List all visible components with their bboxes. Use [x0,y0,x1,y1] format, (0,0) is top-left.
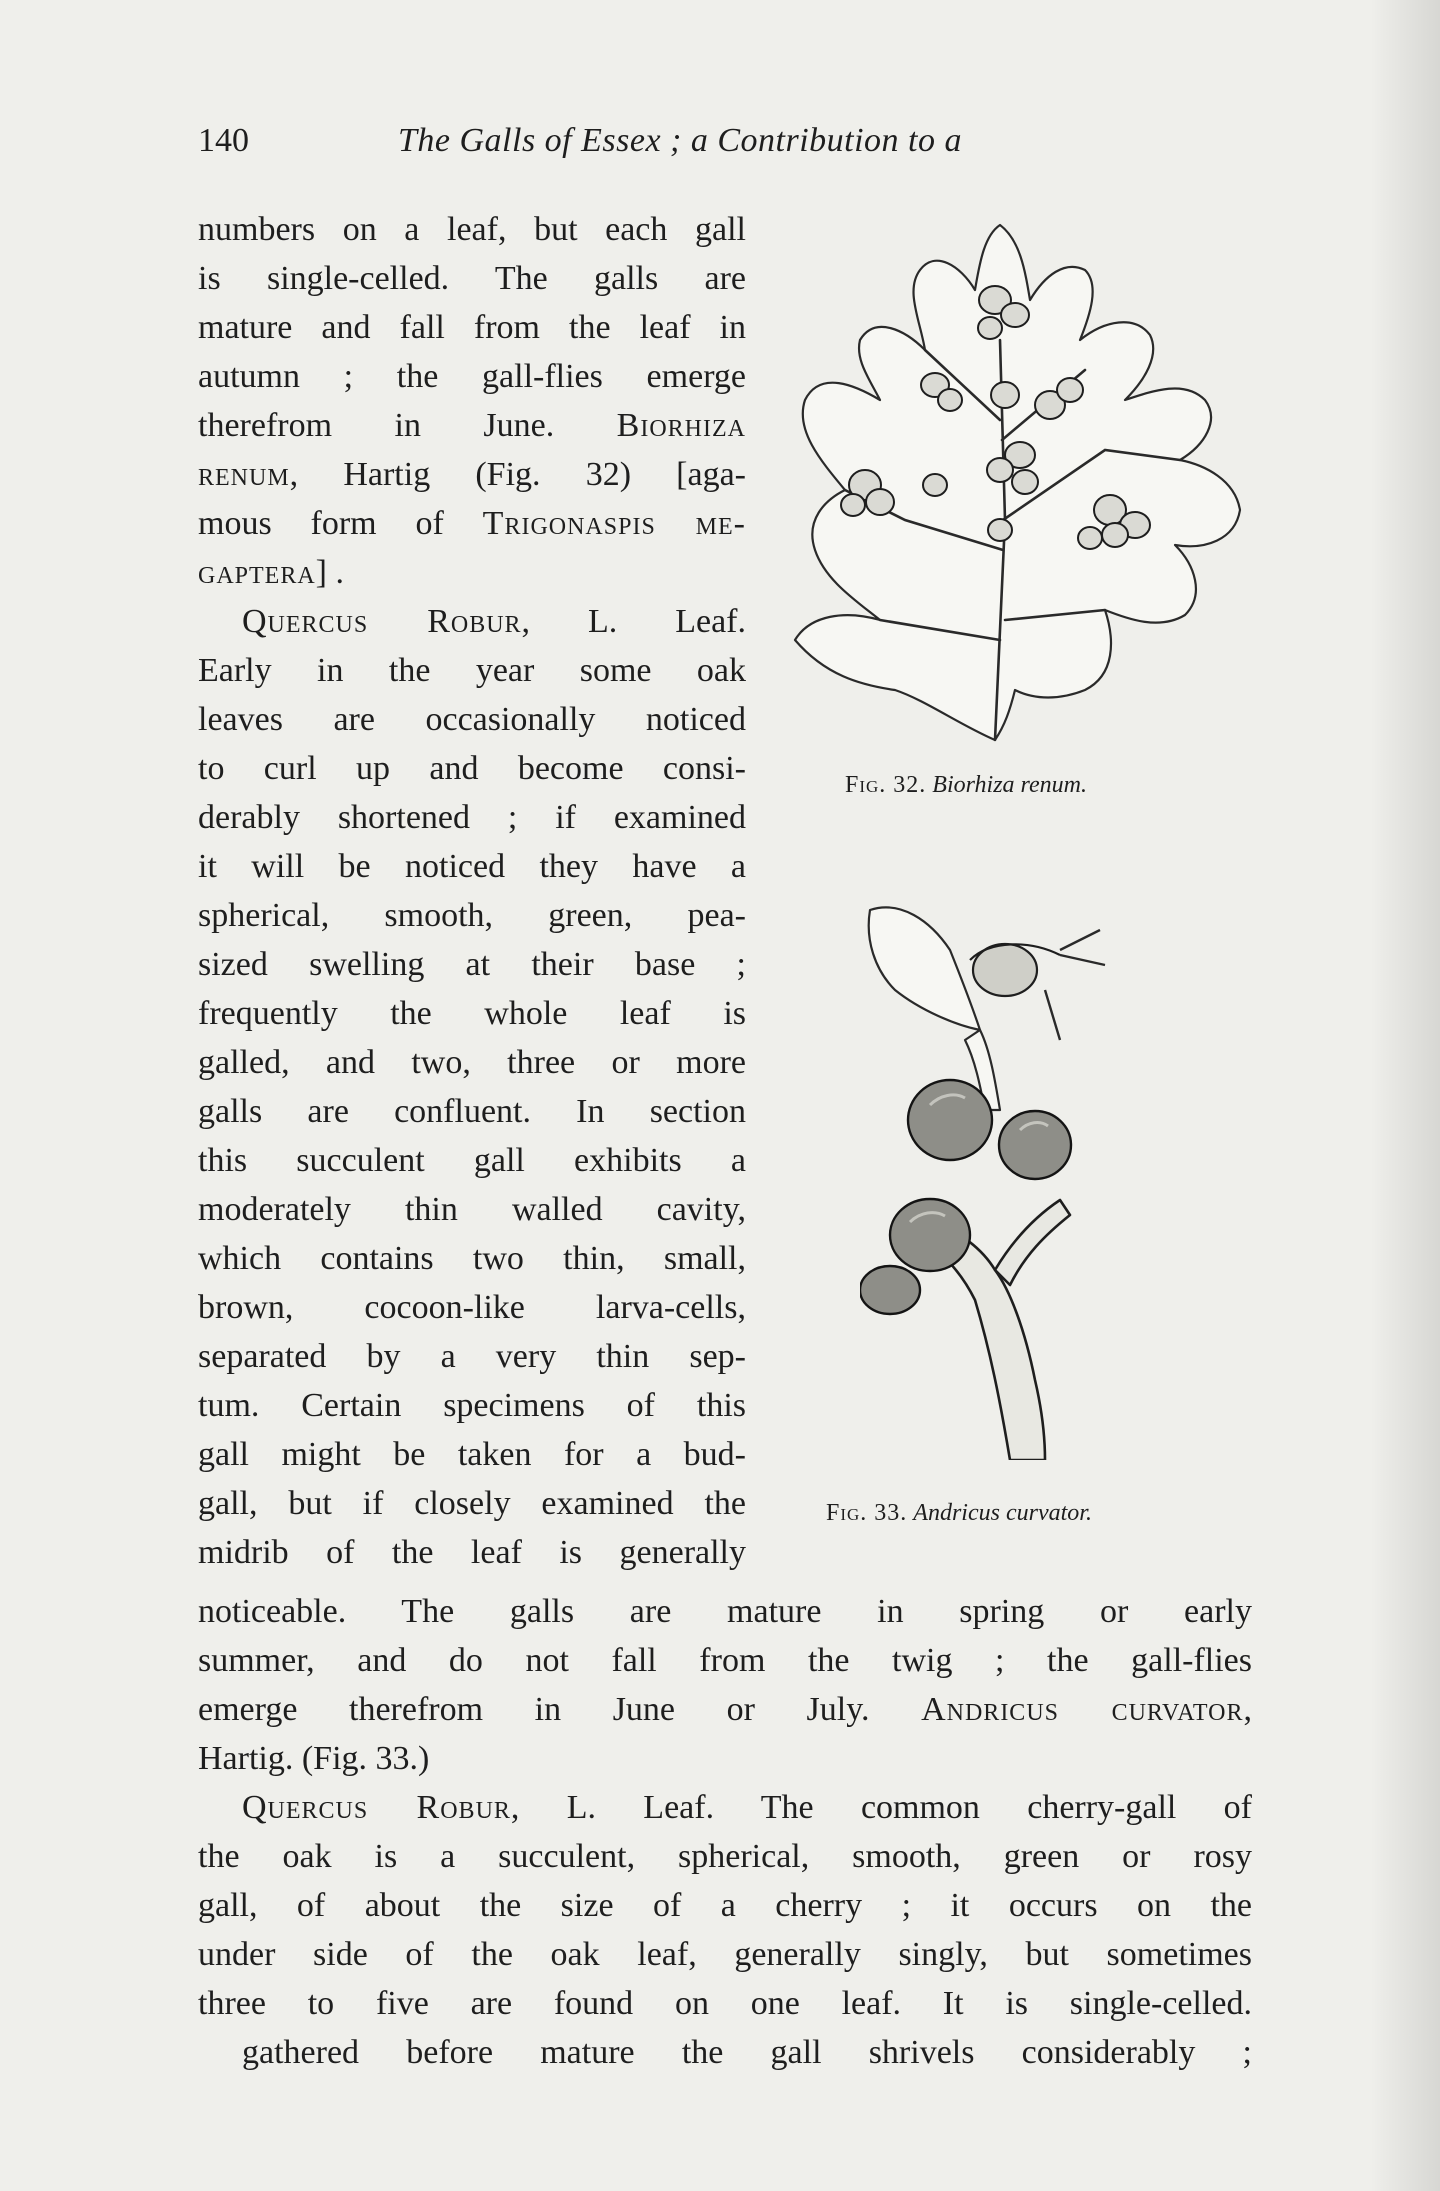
species-name: Trigonaspis me- [482,505,746,542]
body-line: separated by a very thin sep- [198,1338,746,1375]
page-number: 140 [198,122,249,159]
host-name: Quercus Robur [242,603,522,640]
body-line: midrib of the leaf is generally [198,1534,746,1571]
body-line: leaves are occasionally noticed [198,701,746,738]
figure-32-leaf-illustration [785,220,1245,760]
body-line: numbers on a leaf, but each gall [198,211,746,248]
body-line: gall, of about the size of a cherry ; it occurs on the [198,1887,1252,1924]
body-line: autumn ; the gall-flies emerge [198,358,746,395]
body-line: moderately thin walled cavity, [198,1191,746,1228]
body-line: galls are confluent. In section [198,1093,746,1130]
page-edge-shadow [1370,0,1440,2191]
body-line: therefrom in June. Biorhiza [198,407,746,444]
body-line: spherical, smooth, green, pea- [198,897,746,934]
body-line: gaptera] . [198,554,344,591]
body-line: noticeable. The galls are mature in spring or early [198,1593,1252,1630]
body-line: is single-celled. The galls are [198,260,746,297]
figure-species: Andricus curvator. [913,1500,1092,1526]
body-line: the oak is a succulent, spherical, smooth, green or rosy [198,1838,1252,1875]
page-header [198,122,1258,172]
body-line: renum, Hartig (Fig. 32) [aga- [198,456,746,493]
body-line: Quercus Robur, L. Leaf. The common cherry-gall of [242,1789,1252,1826]
running-title: The Galls of Essex ; a Contribution to a [398,122,962,159]
body-line: to curl up and become consi- [198,750,746,787]
host-name: Quercus Robur [242,1789,511,1826]
species-name: gaptera [198,554,316,591]
body-line: tum. Certain specimens of this [198,1387,746,1424]
figure-label: Fig. 33. [826,1500,908,1526]
body-line: summer, and do not fall from the twig ; the gall-flies [198,1642,1252,1679]
body-line: which contains two thin, small, [198,1240,746,1277]
figure-species: Biorhiza renum. [932,772,1087,798]
species-name: Biorhiza [616,407,746,444]
body-line: mature and fall from the leaf in [198,309,746,346]
body-line: gall might be taken for a bud- [198,1436,746,1473]
body-line: brown, cocoon-like larva-cells, [198,1289,746,1326]
body-line: Quercus Robur, L. Leaf. [242,603,746,640]
body-line: three to five are found on one leaf. It is single-celled. [198,1985,1252,2022]
body-line: gall, but if closely examined the [198,1485,746,1522]
body-line: this succulent gall exhibits a [198,1142,746,1179]
body-line: Early in the year some oak [198,652,746,689]
species-name: renum [198,456,290,493]
figure-32-caption [845,772,1087,799]
body-line: frequently the whole leaf is [198,995,746,1032]
body-line: Hartig. (Fig. 33.) [198,1740,430,1777]
figure-33-twig-illustration [860,900,1130,1460]
body-line: gathered before mature the gall shrivels considerably ; [242,2034,1252,2071]
body-line: mous form of Trigonaspis me- [198,505,746,542]
figure-33-caption [826,1500,1092,1527]
body-line: sized swelling at their base ; [198,946,746,983]
body-line: it will be noticed they have a [198,848,746,885]
body-line: galled, and two, three or more [198,1044,746,1081]
body-line: derably shortened ; if examined [198,799,746,836]
body-line: under side of the oak leaf, generally singly, but sometimes [198,1936,1252,1973]
species-name: Andricus curvator [921,1691,1244,1728]
body-line: emerge therefrom in June or July. Andricus curvator, [198,1691,1252,1728]
figure-label: Fig. 32. [845,772,927,798]
